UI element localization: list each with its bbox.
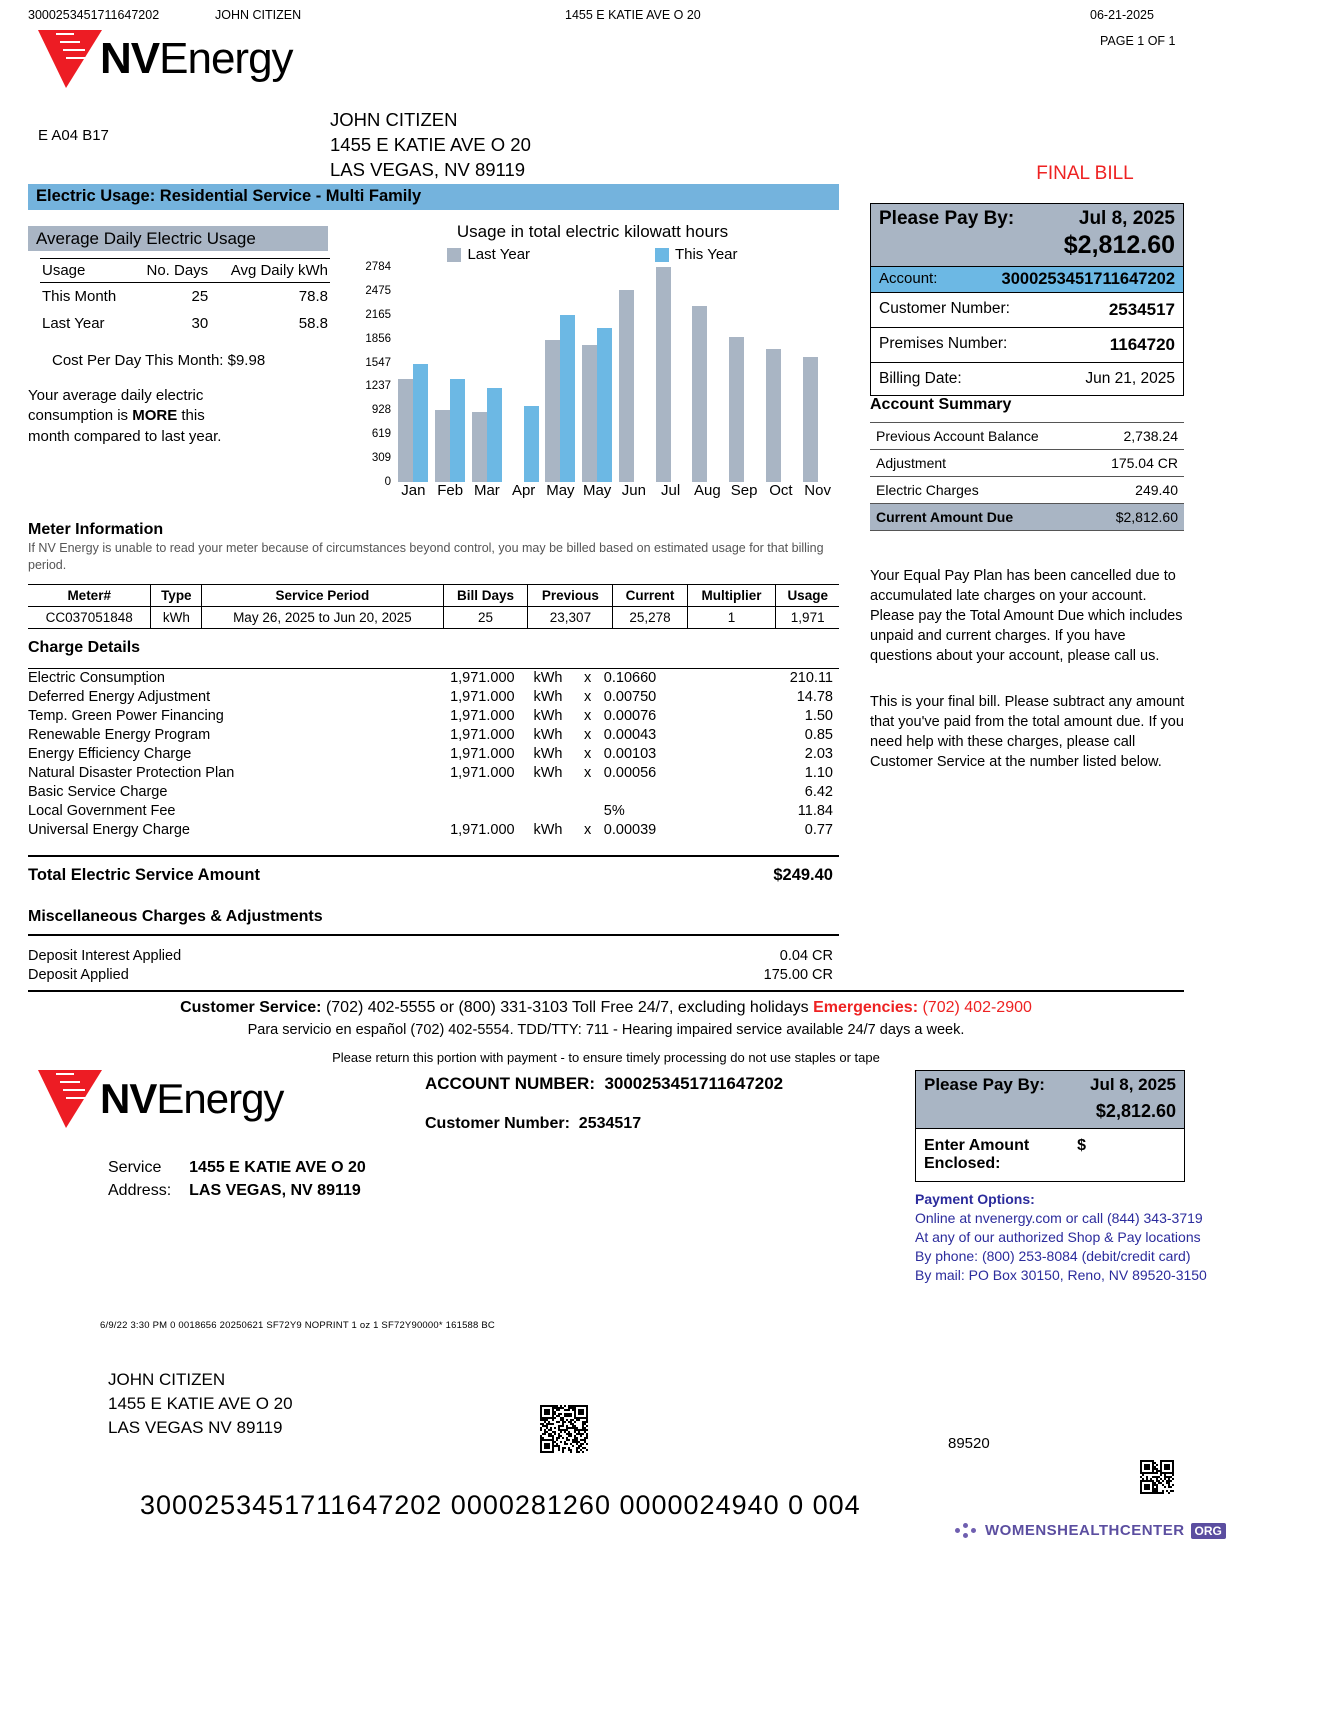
meter-cell: 1,971: [776, 607, 839, 629]
total-amount: $249.40: [773, 866, 833, 884]
charge-amount: 0.85: [804, 727, 833, 743]
meter-col-header: Multiplier: [687, 585, 776, 607]
summary-amount: 249.40: [1086, 477, 1184, 504]
charge-unit: [515, 802, 572, 821]
chart-bar-group: [505, 267, 542, 482]
charge-rate: 0.00750: [603, 689, 657, 705]
top-service-address: 1455 E KATIE AVE O 20: [565, 8, 701, 22]
legend-swatch-this-year: [655, 248, 669, 262]
current-due-label: Current Amount Due: [870, 504, 1086, 531]
table-row: [28, 745, 839, 764]
customer-address-block: [330, 108, 531, 183]
charge-rate: 5%: [603, 803, 625, 819]
meter-cell: 25,278: [613, 607, 687, 629]
chart-bar-last-year: [766, 349, 781, 482]
meter-col-header: Meter#: [28, 585, 151, 607]
charge-quantity: 1,971.000: [450, 822, 515, 838]
usage-col-avg: Avg Daily kWh: [210, 259, 330, 283]
billing-date-label: Billing Date:: [879, 370, 962, 387]
meter-note: If NV Energy is unable to read your meter because of circumstances beyond control, you may be billed based on estimated usage for that billing period.: [28, 541, 824, 572]
customer-number-value: 2534517: [1108, 300, 1175, 319]
charge-rate: 0.00103: [603, 746, 657, 762]
payment-option-line[interactable]: Online at nvenergy.com or call (844) 343-3719: [915, 1209, 1203, 1226]
meter-information-table: [28, 584, 839, 629]
chart-x-tick: May: [546, 482, 575, 499]
stub-service-value-2: LAS VEGAS, NV 89119: [189, 1182, 361, 1200]
current-due-amount: $2,812.60: [1086, 504, 1184, 531]
charge-unit: kWh: [533, 746, 563, 762]
nvenergy-wordmark: NVEnergy: [100, 1075, 284, 1122]
emergencies-number: (702) 402-2900: [922, 999, 1032, 1016]
final-bill-badge: FINAL BILL: [1036, 163, 1134, 184]
charge-amount: 2.03: [804, 746, 833, 762]
print-codes: 6/9/22 3:30 PM 0 0018656 20250621 SF72Y9 NOPRINT 1 oz 1 SF72Y90000* 161588 BC: [100, 1320, 495, 1331]
current-amount-due-row: [870, 504, 1184, 531]
charge-rate: [604, 783, 709, 802]
chart-bar-this-year: [560, 315, 575, 482]
qr-code-center: [540, 1405, 588, 1453]
charge-total-divider: [28, 855, 839, 857]
chart-bar-last-year: [545, 340, 560, 482]
chart-x-tick: May: [582, 482, 612, 499]
misc-description: Deposit Interest Applied: [28, 947, 182, 964]
charge-quantity: 1,971.000: [450, 765, 515, 781]
return-portion-note: Please return this portion with payment - to ensure timely processing do not use staples or tape: [332, 1050, 880, 1065]
dollar-sign: $: [1077, 1137, 1086, 1154]
payment-option-line[interactable]: At any of our authorized Shop & Pay locations: [915, 1228, 1201, 1245]
payment-options-heading: Payment Options:: [915, 1191, 1035, 1207]
usage-row-days: 25: [191, 288, 209, 305]
usage-row-label: This Month: [42, 288, 117, 305]
top-strip: [0, 8, 1319, 28]
meter-col-header: Bill Days: [443, 585, 528, 607]
charge-unit: kWh: [533, 727, 563, 743]
meter-cell: May 26, 2025 to Jun 20, 2025: [202, 607, 443, 629]
charge-unit: kWh: [533, 765, 563, 781]
chart-title: Usage in total electric kilowatt hours: [456, 222, 729, 241]
table-row: [28, 946, 839, 965]
chart-bar-group: [652, 267, 689, 482]
enter-amount-enclosed-field[interactable]: [916, 1128, 1184, 1181]
table-row: [28, 668, 839, 688]
charge-amount: 6.42: [804, 784, 833, 800]
account-label: Account:: [879, 270, 938, 287]
charge-description: Basic Service Charge: [28, 784, 168, 800]
chart-x-tick: Aug: [694, 482, 721, 499]
chart-y-tick: 1856: [365, 332, 391, 345]
please-pay-by-box: [870, 203, 1184, 396]
pay-by-date: Jul 8, 2025: [1078, 208, 1175, 229]
chart-bar-group: [763, 267, 800, 482]
nvenergy-logo: [36, 28, 293, 90]
stub-service-label-1: Service: [108, 1159, 162, 1176]
average-daily-usage-table: [40, 258, 330, 337]
summary-amount: 175.04 CR: [1086, 450, 1184, 477]
summary-label: Adjustment: [870, 450, 1086, 477]
chart-y-tick: 928: [371, 404, 391, 417]
chart-x-tick: Jan: [401, 482, 426, 499]
total-label: Total Electric Service Amount: [28, 866, 260, 884]
payment-option-line[interactable]: By mail: PO Box 30150, Reno, NV 89520-3150: [915, 1266, 1207, 1283]
watermark-dots-icon: [955, 1523, 979, 1539]
stub-mailing-address: [108, 1368, 293, 1439]
table-row: [40, 283, 330, 311]
ocr-scanline: 3000253451711647202 0000281260 0000024940 0 004: [140, 1490, 861, 1520]
chart-bar-group: [579, 267, 616, 482]
charge-unit: kWh: [533, 670, 563, 686]
customer-name: JOHN CITIZEN: [330, 109, 458, 130]
premises-number-label: Premises Number:: [879, 335, 1008, 352]
meter-cell: kWh: [151, 607, 202, 629]
enter-amount-label-1: Enter Amount: [924, 1137, 1030, 1154]
usage-col-days: No. Days: [133, 259, 211, 283]
charge-unit: [515, 783, 572, 802]
usage-row-avg: 58.8: [298, 315, 328, 332]
customer-service-divider: [28, 990, 1184, 992]
chart-bar-last-year: [803, 357, 818, 482]
chart-bar-last-year: [656, 267, 671, 482]
chart-bar-this-year: [524, 406, 539, 482]
chart-y-tick: 2165: [365, 308, 391, 321]
table-row: [28, 802, 839, 821]
charge-details-table: [28, 662, 839, 840]
emergencies-label: Emergencies:: [813, 999, 919, 1016]
charge-quantity: 1,971.000: [450, 670, 515, 686]
nvenergy-wordmark: NVEnergy: [100, 34, 293, 83]
summary-label: Previous Account Balance: [870, 423, 1086, 450]
watermark: [955, 1522, 1226, 1539]
billing-date-value: Jun 21, 2025: [1085, 370, 1175, 387]
meter-cell: CC037051848: [28, 607, 151, 629]
legend-label-last-year: Last Year: [467, 246, 531, 263]
average-usage-note: Your average daily electric consumption is MORE this month compared to last year.: [28, 387, 222, 445]
table-row: [28, 783, 839, 802]
usage-bar-chart: [345, 222, 840, 522]
stub-customer-number: Customer Number: 2534517: [425, 1115, 642, 1132]
chart-y-tick: 309: [371, 452, 391, 465]
chart-x-tick: Mar: [473, 482, 500, 499]
usage-row-label: Last Year: [42, 315, 105, 332]
chart-bar-group: [432, 267, 469, 482]
charge-rate: 0.00039: [603, 822, 657, 838]
pay-by-header: [871, 204, 1183, 266]
chart-bar-last-year: [435, 410, 450, 482]
chart-y-tick: 1237: [365, 380, 391, 393]
watermark-org: ORG: [1191, 1523, 1226, 1539]
customer-service-label: Customer Service:: [180, 999, 322, 1016]
chart-bar-group: [689, 267, 726, 482]
table-row: [28, 726, 839, 745]
chart-plot-area: [365, 261, 836, 488]
meter-table-header-row: [28, 585, 839, 607]
meter-cell: 1: [687, 607, 776, 629]
charge-amount: 11.84: [797, 803, 833, 819]
chart-bar-group: [469, 267, 506, 482]
charge-rate: 0.00043: [603, 727, 657, 743]
chart-bar-group: [395, 267, 432, 482]
chart-x-tick: Jul: [661, 482, 681, 499]
chart-x-tick: Nov: [804, 482, 831, 499]
top-customer-name: JOHN CITIZEN: [215, 8, 302, 22]
chart-bar-this-year: [487, 388, 502, 482]
table-row: [28, 688, 839, 707]
chart-x-tick: Sep: [730, 482, 758, 499]
mail-line1: 1455 E KATIE AVE O 20: [108, 1393, 293, 1413]
nvenergy-triangle-icon: [36, 1068, 104, 1130]
equal-pay-message: Your Equal Pay Plan has been cancelled due to accumulated late charges on your account. Please pay the Total Amount Due which includes unpaid and current charges. If you have questions about your account, please call us.: [870, 568, 1183, 664]
chart-x-tick: Jun: [621, 482, 646, 499]
charge-quantity: 1,971.000: [450, 689, 515, 705]
stub-account-number: ACCOUNT NUMBER: 3000253451711647202: [425, 1074, 784, 1093]
chart-y-tick: 619: [371, 428, 391, 441]
chart-bar-group: [542, 267, 579, 482]
average-daily-usage-header: Average Daily Electric Usage: [28, 226, 328, 251]
account-value: 3000253451711647202: [1001, 270, 1175, 288]
chart-bar-this-year: [413, 364, 428, 482]
watermark-text: WOMENSHEALTHCENTER: [985, 1522, 1185, 1539]
table-row: [28, 607, 839, 629]
charge-unit: kWh: [533, 689, 563, 705]
chart-bar-group: [726, 267, 763, 482]
charge-amount: 210.11: [789, 670, 833, 686]
stub-pay-by-date: Jul 8, 2025: [1089, 1075, 1176, 1094]
misc-description: Deposit Applied: [28, 966, 129, 983]
chart-bar-last-year: [619, 290, 634, 482]
premises-number-row: [871, 327, 1183, 362]
chart-y-tick: 1547: [365, 356, 391, 369]
table-row: [28, 965, 839, 984]
total-electric-service-row: [28, 866, 839, 885]
usage-col-usage: Usage: [40, 259, 133, 283]
stub-service-address: [108, 1156, 366, 1202]
charge-operator: x: [583, 822, 592, 838]
charge-quantity: 1,971.000: [450, 727, 515, 743]
charge-operator: [571, 802, 603, 821]
chart-bar-group: [799, 267, 836, 482]
average-usage-emphasis: MORE: [132, 407, 178, 425]
enter-amount-label-2: Enclosed:: [924, 1155, 1001, 1172]
stub-service-label-2: Address:: [108, 1182, 172, 1200]
charge-quantity: 1,971.000: [450, 708, 515, 724]
mail-line2: LAS VEGAS NV 89119: [108, 1417, 283, 1437]
meter-col-header: Previous: [528, 585, 613, 607]
meter-cell: 23,307: [528, 607, 613, 629]
stub-pay-amount: $2,812.60: [1095, 1101, 1176, 1121]
meter-col-header: Service Period: [202, 585, 443, 607]
final-bill-message: This is your final bill. Please subtract any amount that you've paid from the total amount due. If you need help with these charges, please call Customer Service at the number listed below.: [870, 694, 1185, 770]
chart-y-tick: 2475: [365, 284, 391, 297]
charge-operator: x: [583, 727, 592, 743]
qr-code-right: [1140, 1460, 1174, 1494]
chart-y-tick: 2784: [365, 261, 391, 273]
chart-legend: [345, 246, 840, 267]
charge-unit: kWh: [533, 708, 563, 724]
route-code: E A04 B17: [38, 127, 109, 144]
chart-x-axis-labels: [395, 482, 836, 499]
charge-details-heading: Charge Details: [28, 639, 141, 656]
legend-label-this-year: This Year: [674, 246, 738, 263]
customer-number-label: Customer Number:: [879, 300, 1010, 317]
charge-operator: x: [583, 765, 592, 781]
top-date: 06-21-2025: [1090, 8, 1154, 22]
charge-amount: 14.78: [796, 689, 833, 705]
charge-rate: 0.00076: [603, 708, 657, 724]
charge-amount: 1.10: [804, 765, 833, 781]
charge-operator: x: [583, 689, 592, 705]
electric-usage-section-header: Electric Usage: Residential Service - Multi Family: [28, 184, 839, 210]
legend-item-this-year: [655, 246, 738, 263]
payment-option-line[interactable]: By phone: (800) 253-8084 (debit/credit card): [915, 1247, 1191, 1264]
charge-description: Local Government Fee: [28, 803, 176, 819]
summary-label: Electric Charges: [870, 477, 1086, 504]
stub-pay-box: [915, 1070, 1185, 1182]
account-summary-table: [870, 422, 1184, 531]
meter-col-header: Usage: [776, 585, 839, 607]
chart-bar-last-year: [582, 345, 597, 482]
table-row: [870, 477, 1184, 504]
charge-description: Renewable Energy Program: [28, 727, 211, 743]
misc-amount: 175.00 CR: [763, 966, 833, 983]
pay-by-label: Please Pay By:: [879, 208, 1015, 229]
chart-x-tick: Oct: [769, 482, 793, 499]
account-summary-heading: Account Summary: [870, 396, 1012, 413]
charge-operator: x: [583, 670, 592, 686]
meter-information-heading: Meter Information: [28, 521, 164, 538]
customer-address-line1: 1455 E KATIE AVE O 20: [330, 133, 531, 155]
charge-description: Energy Efficiency Charge: [28, 746, 192, 762]
stub-service-value-1: 1455 E KATIE AVE O 20: [189, 1159, 366, 1176]
chart-x-tick: Apr: [511, 482, 536, 499]
nvenergy-logo-stub: [36, 1068, 283, 1130]
charge-description: Natural Disaster Protection Plan: [28, 765, 235, 781]
chart-bar-last-year: [472, 412, 487, 482]
chart-bar-last-year: [692, 306, 707, 482]
mail-name: JOHN CITIZEN: [108, 1370, 226, 1389]
chart-y-tick: 0: [384, 476, 391, 488]
customer-service-line: [28, 999, 1184, 1017]
charge-amount: 1.50: [804, 708, 833, 724]
charge-quantity: [401, 802, 515, 821]
charge-description: Electric Consumption: [28, 670, 165, 686]
table-row: [40, 310, 330, 337]
cost-per-day: Cost Per Day This Month: $9.98: [52, 352, 266, 369]
misc-charges-heading: Miscellaneous Charges & Adjustments: [28, 908, 323, 925]
charge-quantity: [401, 783, 515, 802]
meter-cell: 25: [443, 607, 528, 629]
chart-y-axis-labels: [345, 261, 391, 488]
summary-amount: 2,738.24: [1086, 423, 1184, 450]
charge-description: Deferred Energy Adjustment: [28, 689, 211, 705]
nvenergy-triangle-icon: [36, 28, 104, 90]
misc-divider: [28, 934, 839, 936]
charge-rate: 0.10660: [603, 670, 657, 686]
usage-row-days: 30: [191, 315, 209, 332]
table-row: [28, 707, 839, 726]
spanish-service-line: Para servicio en español (702) 402-5554. TDD/TTY: 711 - Hearing impaired service available 24/7 days a week.: [247, 1022, 965, 1038]
charge-description: Universal Energy Charge: [28, 822, 190, 838]
account-row: [871, 266, 1183, 292]
table-row: [870, 423, 1184, 450]
payment-options: [915, 1190, 1215, 1284]
charge-description: Temp. Green Power Financing: [28, 708, 224, 724]
charge-amount: 0.77: [804, 822, 833, 838]
charge-quantity: 1,971.000: [450, 746, 515, 762]
chart-bar-group: [616, 267, 653, 482]
chart-bar-groups: [395, 267, 836, 482]
meter-col-header: Current: [613, 585, 687, 607]
stub-pay-header: [916, 1071, 1184, 1128]
misc-charges-table: [28, 946, 839, 984]
billing-date-row: [871, 362, 1183, 395]
pay-by-amount: $2,812.60: [1063, 231, 1175, 259]
top-account-number: 3000253451711647202: [28, 8, 160, 22]
chart-bar-this-year: [450, 379, 465, 482]
usage-row-avg: 78.8: [298, 288, 328, 305]
chart-bar-this-year: [597, 328, 612, 482]
table-row: [870, 450, 1184, 477]
table-row: [28, 764, 839, 783]
premises-number-value: 1164720: [1109, 335, 1175, 354]
legend-item-last-year: [447, 246, 530, 263]
customer-address-line2: LAS VEGAS, NV 89119: [330, 158, 526, 180]
charge-rate: 0.00056: [603, 765, 657, 781]
meter-col-header: Type: [151, 585, 202, 607]
charge-operator: x: [583, 708, 592, 724]
charge-operator: [571, 783, 603, 802]
charge-unit: kWh: [533, 822, 563, 838]
misc-amount: 0.04 CR: [779, 947, 833, 964]
customer-service-text: (702) 402-5555 or (800) 331-3103 Toll Free 24/7, excluding holidays: [325, 999, 809, 1016]
charge-operator: x: [583, 746, 592, 762]
customer-number-row: [871, 292, 1183, 327]
stub-pay-by-label: Please Pay By:: [924, 1075, 1045, 1094]
table-row: [28, 821, 839, 840]
legend-swatch-last-year: [447, 248, 461, 262]
page-number: PAGE 1 OF 1: [1100, 34, 1176, 48]
chart-x-tick: Feb: [437, 482, 464, 499]
chart-bar-last-year: [729, 337, 744, 482]
chart-bar-last-year: [398, 379, 413, 482]
zip-marker: 89520: [948, 1435, 990, 1452]
